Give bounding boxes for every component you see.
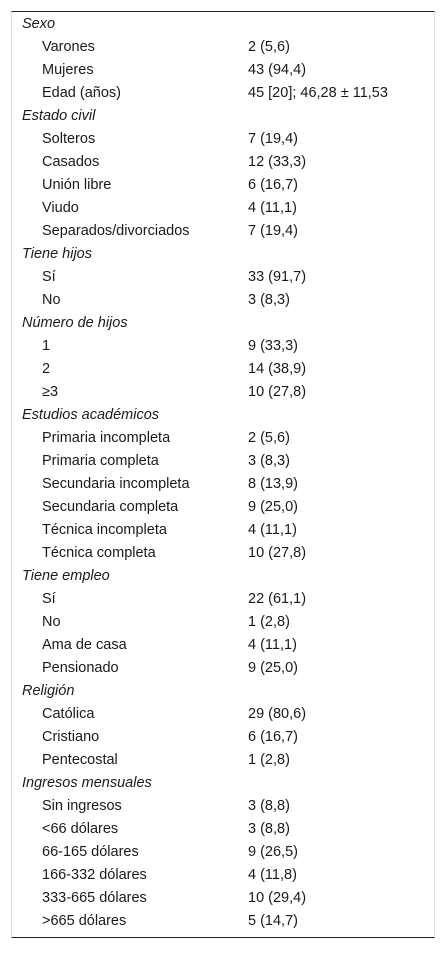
- row-label: Edad (años): [42, 85, 121, 101]
- table-row: [12, 818, 434, 841]
- table-row: [12, 910, 434, 933]
- row-label: Pentecostal: [42, 752, 118, 768]
- row-label: Técnica completa: [42, 545, 156, 561]
- row-label: Primaria incompleta: [42, 430, 171, 446]
- row-value: 10 (27,8): [248, 384, 307, 400]
- section-title: Religión: [22, 683, 75, 699]
- table-row: [12, 151, 434, 174]
- row-value: 3 (8,8): [248, 798, 290, 814]
- row-label: <66 dólares: [42, 821, 119, 837]
- row-value: 2 (5,6): [248, 39, 290, 55]
- table-row: [12, 197, 434, 220]
- row-label: 2: [42, 361, 51, 377]
- row-label: 1: [42, 338, 51, 354]
- row-value: 3 (8,3): [248, 453, 290, 469]
- row-label: No: [42, 292, 61, 308]
- table-row: [12, 289, 434, 312]
- row-label: Ama de casa: [42, 637, 127, 653]
- row-label: Cristiano: [42, 729, 100, 745]
- row-value: 7 (19,4): [248, 223, 298, 239]
- row-label: Secundaria incompleta: [42, 476, 190, 492]
- row-label: No: [42, 614, 61, 630]
- row-value: 3 (8,3): [248, 292, 290, 308]
- row-label: Varones: [42, 39, 95, 55]
- row-label: >665 dólares: [42, 913, 127, 929]
- table-row: [12, 266, 434, 289]
- row-value: 29 (80,6): [248, 706, 307, 722]
- table-row: [12, 427, 434, 450]
- row-value: 9 (25,0): [248, 660, 298, 676]
- section-title: Estudios académicos: [22, 407, 160, 423]
- row-label: ≥3: [42, 384, 59, 400]
- table-row: [12, 358, 434, 381]
- row-label: Católica: [42, 706, 95, 722]
- table-row: [12, 82, 434, 105]
- row-label: Secundaria completa: [42, 499, 179, 515]
- row-label: Sí: [42, 269, 56, 285]
- row-label: Mujeres: [42, 62, 94, 78]
- table-row: [12, 841, 434, 864]
- row-value: 6 (16,7): [248, 729, 298, 745]
- row-value: 5 (14,7): [248, 913, 298, 929]
- table-row: [12, 519, 434, 542]
- row-label: Unión libre: [42, 177, 112, 193]
- table-row: [12, 496, 434, 519]
- row-value: 4 (11,1): [248, 637, 297, 653]
- row-value: 9 (26,5): [248, 844, 298, 860]
- row-label: Pensionado: [42, 660, 119, 676]
- section-title: Sexo: [22, 16, 56, 32]
- section-title: Estado civil: [22, 108, 96, 124]
- table-row: [12, 450, 434, 473]
- row-label: Casados: [42, 154, 100, 170]
- row-label: Sí: [42, 591, 56, 607]
- row-value: 4 (11,8): [248, 867, 297, 883]
- row-label: Sin ingresos: [42, 798, 122, 814]
- row-value: 43 (94,4): [248, 62, 307, 78]
- row-value: 9 (25,0): [248, 499, 298, 515]
- row-value: 6 (16,7): [248, 177, 298, 193]
- row-label: Solteros: [42, 131, 96, 147]
- row-value: 9 (33,3): [248, 338, 298, 354]
- row-value: 45 [20]; 46,28 ± 11,53: [248, 85, 388, 101]
- table-row: [12, 887, 434, 910]
- table-row: [12, 634, 434, 657]
- row-value: 8 (13,9): [248, 476, 298, 492]
- table-row: [12, 864, 434, 887]
- section-title: Número de hijos: [22, 315, 128, 331]
- row-value: 14 (38,9): [248, 361, 307, 377]
- row-value: 10 (29,4): [248, 890, 307, 906]
- table-row: [12, 128, 434, 151]
- section-title: Tiene empleo: [22, 568, 110, 584]
- row-label: Primaria completa: [42, 453, 159, 469]
- row-value: 33 (91,7): [248, 269, 307, 285]
- table-row: [12, 726, 434, 749]
- table-row: [12, 542, 434, 565]
- table-row: [12, 588, 434, 611]
- row-value: 12 (33,3): [248, 154, 307, 170]
- row-label: 166-332 dólares: [42, 867, 147, 883]
- row-label: Separados/divorciados: [42, 223, 190, 239]
- demographics-table: [11, 11, 435, 938]
- row-label: 333-665 dólares: [42, 890, 147, 906]
- table-row: [12, 335, 434, 358]
- table-row: [12, 657, 434, 680]
- table-row: [12, 473, 434, 496]
- row-value: 3 (8,8): [248, 821, 290, 837]
- table-row: [12, 381, 434, 404]
- section-title: Ingresos mensuales: [22, 775, 152, 791]
- table-row: [12, 795, 434, 818]
- row-label: 66-165 dólares: [42, 844, 139, 860]
- row-value: 2 (5,6): [248, 430, 290, 446]
- table-row: [12, 703, 434, 726]
- table-row: [12, 220, 434, 243]
- row-value: 4 (11,1): [248, 200, 297, 216]
- row-value: 4 (11,1): [248, 522, 297, 538]
- row-value: 22 (61,1): [248, 591, 307, 607]
- section-title: Tiene hijos: [22, 246, 92, 262]
- row-label: Técnica incompleta: [42, 522, 167, 538]
- row-value: 10 (27,8): [248, 545, 307, 561]
- row-value: 1 (2,8): [248, 752, 290, 768]
- table-row: [12, 611, 434, 634]
- row-label: Viudo: [42, 200, 79, 216]
- table-row: [12, 36, 434, 59]
- table-row: [12, 749, 434, 772]
- row-value: 1 (2,8): [248, 614, 290, 630]
- table-row: [12, 174, 434, 197]
- row-value: 7 (19,4): [248, 131, 298, 147]
- table-row: [12, 59, 434, 82]
